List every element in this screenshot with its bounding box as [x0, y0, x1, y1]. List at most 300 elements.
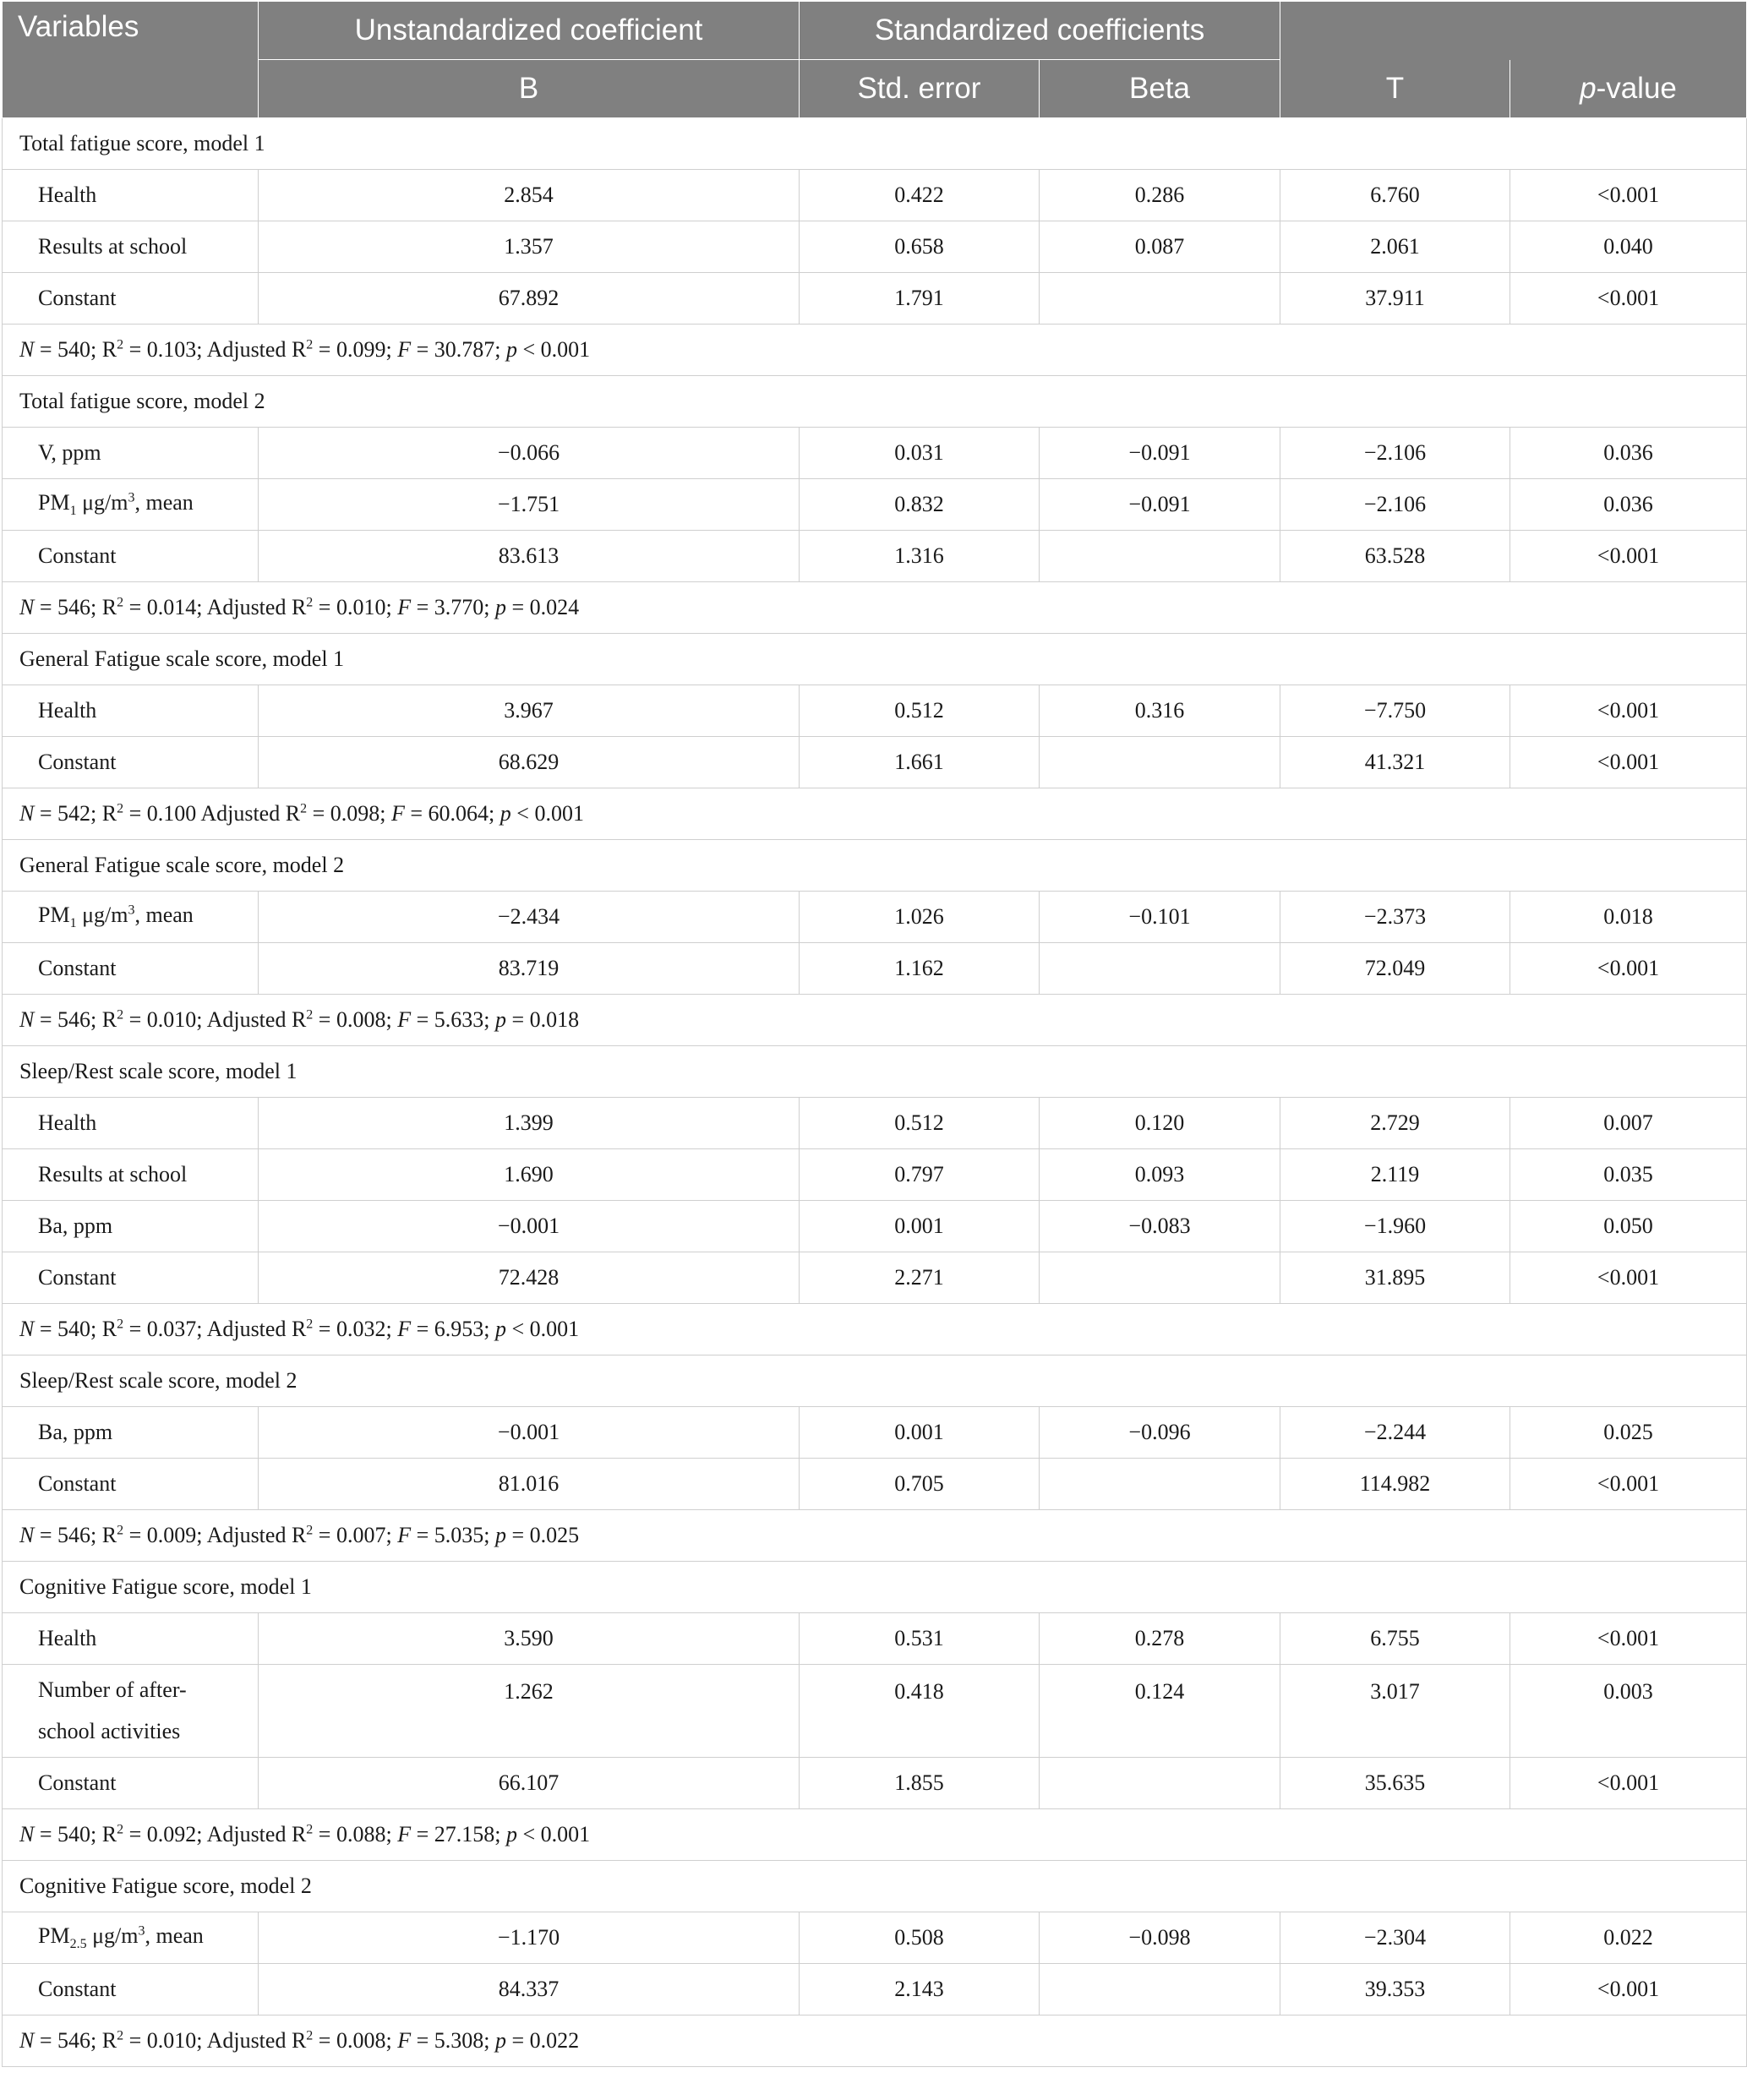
b-cell-value: 83.719 [498, 956, 560, 980]
std-error-cell [800, 1201, 1040, 1252]
stat-r2-sup: 2 [117, 1523, 124, 1538]
p-value-cell-value: 0.050 [1603, 1214, 1653, 1238]
section-title-row [3, 1861, 1747, 1912]
p-value-cell-value: 0.003 [1603, 1679, 1653, 1704]
stat-adj-label: Adjusted R [200, 801, 301, 826]
t-cell-value: −2.106 [1363, 492, 1427, 516]
table-row [3, 1912, 1747, 1964]
header-beta: Beta [1040, 60, 1280, 118]
std-error-cell [800, 273, 1040, 325]
beta-cell [1040, 943, 1280, 995]
header-empty [1280, 2, 1747, 60]
beta-cell-value: −0.096 [1128, 1420, 1191, 1444]
stat-p-symbol: p [495, 1317, 506, 1341]
table-row [3, 273, 1747, 325]
b-cell [259, 737, 800, 788]
variable-label: Ba, ppm [38, 1214, 113, 1238]
p-value-cell [1510, 428, 1747, 479]
beta-cell-value: 0.120 [1134, 1110, 1185, 1135]
b-cell [259, 1098, 800, 1149]
table-row [3, 1964, 1747, 2015]
stat-n-symbol: N [19, 595, 35, 619]
variable-cell [3, 1665, 259, 1758]
stat-adj-value: 0.099 [336, 337, 386, 362]
b-cell-value: 83.613 [498, 543, 560, 568]
stat-r2-label: ; R [90, 1317, 117, 1341]
section-title: Total fatigue score, model 2 [3, 376, 1747, 428]
p-value-cell [1510, 1912, 1747, 1964]
t-cell-value: 114.982 [1359, 1471, 1431, 1496]
p-value-cell-value: <0.001 [1597, 750, 1660, 774]
label-tail: , mean [145, 1923, 204, 1948]
std-error-cell-value: 0.001 [894, 1214, 944, 1238]
stat-r2-label: ; R [90, 1822, 117, 1846]
section-title: Total fatigue score, model 1 [3, 118, 1747, 170]
stat-eq: = [123, 1822, 147, 1846]
section-title: Sleep/Rest scale score, model 2 [3, 1355, 1747, 1407]
label-unit: μg/m [76, 489, 128, 515]
std-error-cell [800, 428, 1040, 479]
std-error-cell-value: 0.832 [894, 492, 944, 516]
section-title: General Fatigue scale score, model 2 [3, 840, 1747, 892]
variable-cell [3, 685, 259, 737]
variable-label: Constant [38, 1770, 117, 1795]
stat-eq: = [34, 595, 58, 619]
t-cell-value: 2.729 [1370, 1110, 1420, 1135]
std-error-cell-value: 0.705 [894, 1471, 944, 1496]
stat-r2-value: 0.010 [146, 2028, 197, 2053]
p-value-cell [1510, 685, 1747, 737]
beta-cell-value: 0.124 [1134, 1679, 1185, 1704]
b-cell-value: 72.428 [498, 1265, 560, 1290]
b-cell-value: −0.066 [497, 440, 560, 465]
variable-label: Ba, ppm [38, 1420, 113, 1444]
stat-f-symbol: F [397, 1523, 412, 1547]
stat-adj-label: Adjusted R [206, 1007, 307, 1032]
stat-r2-sup: 2 [117, 595, 124, 610]
b-cell-value: 84.337 [498, 1977, 560, 2001]
p-value-cell-value: <0.001 [1597, 956, 1660, 980]
stat-r2-label: ; R [90, 1523, 117, 1547]
p-value-cell [1510, 273, 1747, 325]
t-cell [1280, 1149, 1510, 1201]
std-error-cell [800, 1758, 1040, 1809]
variable-cell [3, 428, 259, 479]
header-std-error: Std. error [800, 60, 1040, 118]
model-stats-row [3, 1510, 1747, 1562]
stat-eq: = [123, 1317, 147, 1341]
beta-cell [1040, 1459, 1280, 1510]
stat-p-operator: < [516, 801, 529, 826]
stat-p-operator: < [522, 337, 536, 362]
stat-adj-value: 0.088 [336, 1822, 386, 1846]
header-unstandardized: Unstandardized coefficient [259, 2, 800, 60]
stat-sep: ; [494, 337, 506, 362]
table-row [3, 1459, 1747, 1510]
table-row [3, 1098, 1747, 1149]
b-cell [259, 1665, 800, 1758]
std-error-cell-value: 0.658 [894, 234, 944, 259]
stat-r2-value: 0.092 [146, 1822, 197, 1846]
std-error-cell [800, 685, 1040, 737]
stat-sep: ; [483, 1523, 495, 1547]
p-value-cell [1510, 170, 1747, 221]
stat-p-operator: = [511, 595, 525, 619]
t-cell-value: 6.755 [1370, 1626, 1420, 1650]
b-cell-value: −0.001 [497, 1420, 560, 1444]
table-row [3, 531, 1747, 582]
t-cell [1280, 479, 1510, 531]
t-cell-value: 35.635 [1364, 1770, 1426, 1795]
variable-cell [3, 221, 259, 273]
table-row [3, 1613, 1747, 1665]
stat-p-operator: = [511, 1007, 525, 1032]
stat-adj-label: Adjusted R [206, 1317, 307, 1341]
stat-eq: = [411, 2028, 434, 2053]
p-value-cell [1510, 1098, 1747, 1149]
stat-p-symbol: p [500, 801, 511, 826]
stat-r2-value: 0.009 [146, 1523, 197, 1547]
b-cell-value: −1.170 [497, 1925, 560, 1950]
b-cell [259, 1964, 800, 2015]
variable-cell [3, 1613, 259, 1665]
stat-eq: = [313, 1523, 336, 1547]
variable-label: Constant [38, 286, 117, 310]
table-row [3, 221, 1747, 273]
model-stats-row [3, 788, 1747, 840]
stat-eq: = [313, 1007, 336, 1032]
stat-n-symbol: N [19, 1317, 35, 1341]
beta-cell [1040, 170, 1280, 221]
stat-p-value: 0.018 [529, 1007, 580, 1032]
stat-eq: = [34, 2028, 58, 2053]
p-value-cell-value: 0.022 [1603, 1925, 1653, 1950]
b-cell [259, 892, 800, 943]
label-unit: μg/m [86, 1923, 139, 1948]
t-cell [1280, 1201, 1510, 1252]
stat-eq: = [123, 337, 147, 362]
stat-p-symbol: p [495, 1007, 506, 1032]
stat-sep: ; [483, 1317, 495, 1341]
p-value-cell [1510, 1252, 1747, 1304]
beta-cell-value: −0.091 [1128, 440, 1191, 465]
stat-r2-sup: 2 [117, 801, 124, 816]
stat-eq: = [123, 2028, 147, 2053]
b-cell-value: 1.262 [504, 1679, 554, 1704]
p-value-cell-value: <0.001 [1597, 1626, 1660, 1650]
model-stats-row [3, 582, 1747, 634]
stat-eq: = [123, 1007, 147, 1032]
variable-label: Results at school [38, 1162, 188, 1186]
stat-p-operator: < [522, 1822, 536, 1846]
t-cell-value: 72.049 [1364, 956, 1426, 980]
beta-cell-value: −0.098 [1128, 1925, 1191, 1950]
header-p-rest: -value [1596, 71, 1677, 105]
p-value-cell-value: 0.036 [1603, 440, 1653, 465]
stat-adj-value: 0.098 [330, 801, 380, 826]
std-error-cell [800, 1912, 1040, 1964]
t-cell [1280, 221, 1510, 273]
p-value-cell-value: 0.025 [1603, 1420, 1653, 1444]
b-cell-value: 2.854 [504, 183, 554, 207]
stat-f-symbol: F [397, 337, 412, 362]
label-subscript: 2.5 [69, 1937, 87, 1952]
beta-cell-value: 0.278 [1134, 1626, 1185, 1650]
stat-separator: ; [196, 2028, 207, 2053]
stat-sep: ; [385, 1007, 398, 1032]
stat-eq: = [404, 801, 429, 826]
stat-eq: = [313, 1317, 336, 1341]
p-value-cell-value: <0.001 [1597, 1265, 1660, 1290]
b-cell [259, 1149, 800, 1201]
stat-p-symbol: p [495, 2028, 506, 2053]
table-row [3, 943, 1747, 995]
t-cell-value: 2.061 [1370, 234, 1420, 259]
stat-r2-label: ; R [90, 595, 117, 619]
t-cell-value: 37.911 [1365, 286, 1425, 310]
variable-cell [3, 531, 259, 582]
stat-eq: = [34, 1523, 58, 1547]
beta-cell-value: 0.093 [1134, 1162, 1185, 1186]
stat-n-value: 546 [57, 595, 91, 619]
std-error-cell-value: 2.271 [894, 1265, 944, 1290]
stat-eq: = [34, 1317, 58, 1341]
b-cell [259, 1201, 800, 1252]
table-row [3, 1149, 1747, 1201]
label-main: PM [38, 902, 70, 927]
std-error-cell [800, 1964, 1040, 2015]
stat-eq: = [411, 1007, 434, 1032]
stat-eq: = [123, 595, 147, 619]
variable-cell [3, 1964, 259, 2015]
std-error-cell [800, 531, 1040, 582]
t-cell-value: −2.106 [1363, 440, 1427, 465]
label-superscript: 3 [138, 1923, 145, 1939]
label-superscript: 3 [128, 490, 135, 505]
p-value-cell [1510, 1665, 1747, 1758]
variable-label: Constant [38, 750, 117, 774]
b-cell [259, 170, 800, 221]
header-row-1 [3, 2, 1747, 60]
stat-r2-sup: 2 [117, 2028, 124, 2043]
variable-label: Constant [38, 956, 117, 980]
std-error-cell [800, 1252, 1040, 1304]
stat-adj-sup: 2 [306, 595, 314, 610]
stat-n-value: 546 [57, 2028, 91, 2053]
b-cell-value: 3.967 [504, 698, 554, 723]
t-cell [1280, 892, 1510, 943]
variable-cell [3, 1407, 259, 1459]
std-error-cell-value: 0.531 [894, 1626, 944, 1650]
stat-f-value: 5.633 [434, 1007, 484, 1032]
stat-n-symbol: N [19, 2028, 35, 2053]
p-value-cell-value: 0.007 [1603, 1110, 1653, 1135]
b-cell [259, 1459, 800, 1510]
variable-label: Constant [38, 1265, 117, 1290]
t-cell-value: −2.304 [1363, 1925, 1427, 1950]
t-cell [1280, 531, 1510, 582]
p-value-cell [1510, 1459, 1747, 1510]
stat-adj-sup: 2 [300, 801, 308, 816]
regression-table [2, 2, 1747, 2067]
stat-adj-label: Adjusted R [206, 337, 307, 362]
stat-eq: = [411, 1523, 434, 1547]
stat-r2-label: ; R [90, 337, 117, 362]
label-subscript: 1 [69, 504, 77, 519]
stat-f-value: 5.308 [434, 2028, 484, 2053]
header-t: T [1280, 60, 1510, 118]
beta-cell-value: −0.091 [1128, 492, 1191, 516]
p-value-cell [1510, 531, 1747, 582]
b-cell [259, 1252, 800, 1304]
section-title-row [3, 118, 1747, 170]
beta-cell [1040, 1964, 1280, 2015]
stat-eq: = [307, 801, 330, 826]
stat-sep: ; [483, 2028, 495, 2053]
table-row [3, 685, 1747, 737]
beta-cell [1040, 273, 1280, 325]
stat-adj-sup: 2 [306, 1007, 314, 1023]
stat-r2-sup: 2 [117, 1822, 124, 1837]
t-cell [1280, 943, 1510, 995]
stat-n-value: 540 [57, 1317, 91, 1341]
b-cell [259, 479, 800, 531]
section-title-row [3, 1355, 1747, 1407]
header-standardized: Standardized coefficients [800, 2, 1280, 60]
p-value-cell-value: 0.040 [1603, 234, 1653, 259]
stat-separator: ; [196, 1822, 207, 1846]
p-value-cell [1510, 1407, 1747, 1459]
stat-r2-sup: 2 [117, 1007, 124, 1023]
b-cell-value: 67.892 [498, 286, 560, 310]
model-stats [3, 325, 1747, 376]
table-row [3, 428, 1747, 479]
table-row [3, 479, 1747, 531]
stat-p-value: 0.022 [529, 2028, 580, 2053]
stat-eq: = [313, 337, 336, 362]
std-error-cell [800, 943, 1040, 995]
p-value-cell-value: 0.018 [1603, 904, 1653, 929]
stat-eq: = [123, 801, 147, 826]
label-superscript: 3 [128, 903, 135, 918]
t-cell-value: −2.373 [1363, 904, 1427, 929]
label-main: PM [38, 1923, 70, 1948]
t-cell [1280, 1912, 1510, 1964]
std-error-cell [800, 737, 1040, 788]
stat-separator: ; [196, 1007, 207, 1032]
stat-f-symbol: F [390, 801, 405, 826]
p-value-cell-value: 0.036 [1603, 492, 1653, 516]
header-b: B [259, 60, 800, 118]
stat-adj-label: Adjusted R [206, 1822, 307, 1846]
stat-r2-label: ; R [90, 2028, 117, 2053]
std-error-cell [800, 1665, 1040, 1758]
stat-separator: ; [196, 1523, 207, 1547]
t-cell [1280, 428, 1510, 479]
label-tail: , mean [134, 902, 194, 927]
stat-adj-value: 0.010 [336, 595, 386, 619]
variable-label [38, 489, 194, 519]
b-cell-value: −1.751 [497, 492, 560, 516]
stat-r2-label: ; R [90, 1007, 117, 1032]
stat-n-value: 546 [57, 1007, 91, 1032]
t-cell-value: 63.528 [1364, 543, 1426, 568]
stat-eq: = [313, 1822, 336, 1846]
stat-adj-value: 0.008 [336, 2028, 386, 2053]
stat-f-value: 3.770 [434, 595, 484, 619]
beta-cell-value: −0.101 [1128, 904, 1191, 929]
label-subscript: 1 [69, 916, 77, 931]
variable-cell [3, 1149, 259, 1201]
stat-sep: ; [483, 1007, 495, 1032]
p-value-cell-value: 0.035 [1603, 1162, 1653, 1186]
t-cell [1280, 685, 1510, 737]
model-stats [3, 995, 1747, 1046]
variable-cell [3, 1098, 259, 1149]
std-error-cell [800, 1149, 1040, 1201]
stat-adj-sup: 2 [306, 337, 314, 352]
stat-f-value: 5.035 [434, 1523, 484, 1547]
stat-eq: = [411, 1317, 434, 1341]
b-cell [259, 531, 800, 582]
stat-n-value: 546 [57, 1523, 91, 1547]
stat-separator: ; [196, 1317, 207, 1341]
beta-cell [1040, 221, 1280, 273]
variable-label: Health [38, 698, 97, 723]
stat-r2-sup: 2 [117, 337, 124, 352]
beta-cell [1040, 428, 1280, 479]
header-p-italic: p [1580, 71, 1597, 105]
beta-cell [1040, 1252, 1280, 1304]
b-cell [259, 1912, 800, 1964]
std-error-cell-value: 1.026 [894, 904, 944, 929]
std-error-cell [800, 1459, 1040, 1510]
std-error-cell-value: 0.512 [894, 698, 944, 723]
stat-eq: = [411, 337, 434, 362]
table-row [3, 1201, 1747, 1252]
std-error-cell [800, 170, 1040, 221]
stat-sep: ; [385, 1317, 398, 1341]
t-cell [1280, 1613, 1510, 1665]
beta-cell-value: −0.083 [1128, 1214, 1191, 1238]
t-cell [1280, 1459, 1510, 1510]
stat-sep: ; [385, 595, 398, 619]
table-header [3, 2, 1747, 118]
table-row [3, 1407, 1747, 1459]
t-cell [1280, 1758, 1510, 1809]
stat-p-symbol: p [506, 337, 517, 362]
variable-cell [3, 737, 259, 788]
std-error-cell-value: 0.797 [894, 1162, 944, 1186]
t-cell-value: −2.244 [1363, 1420, 1427, 1444]
stat-sep: ; [489, 801, 500, 826]
section-title: Cognitive Fatigue score, model 2 [3, 1861, 1747, 1912]
variable-cell [3, 892, 259, 943]
std-error-cell-value: 0.512 [894, 1110, 944, 1135]
beta-cell [1040, 892, 1280, 943]
stat-adj-sup: 2 [306, 1523, 314, 1538]
b-cell [259, 1758, 800, 1809]
stat-p-operator: = [511, 2028, 525, 2053]
variable-cell [3, 943, 259, 995]
stat-adj-sup: 2 [306, 1317, 314, 1332]
model-stats-row [3, 2015, 1747, 2067]
t-cell-value: 2.119 [1370, 1162, 1420, 1186]
t-cell-value: 3.017 [1370, 1679, 1420, 1704]
variable-cell [3, 1758, 259, 1809]
t-cell-value: −7.750 [1363, 698, 1427, 723]
t-cell-value: 41.321 [1364, 750, 1426, 774]
